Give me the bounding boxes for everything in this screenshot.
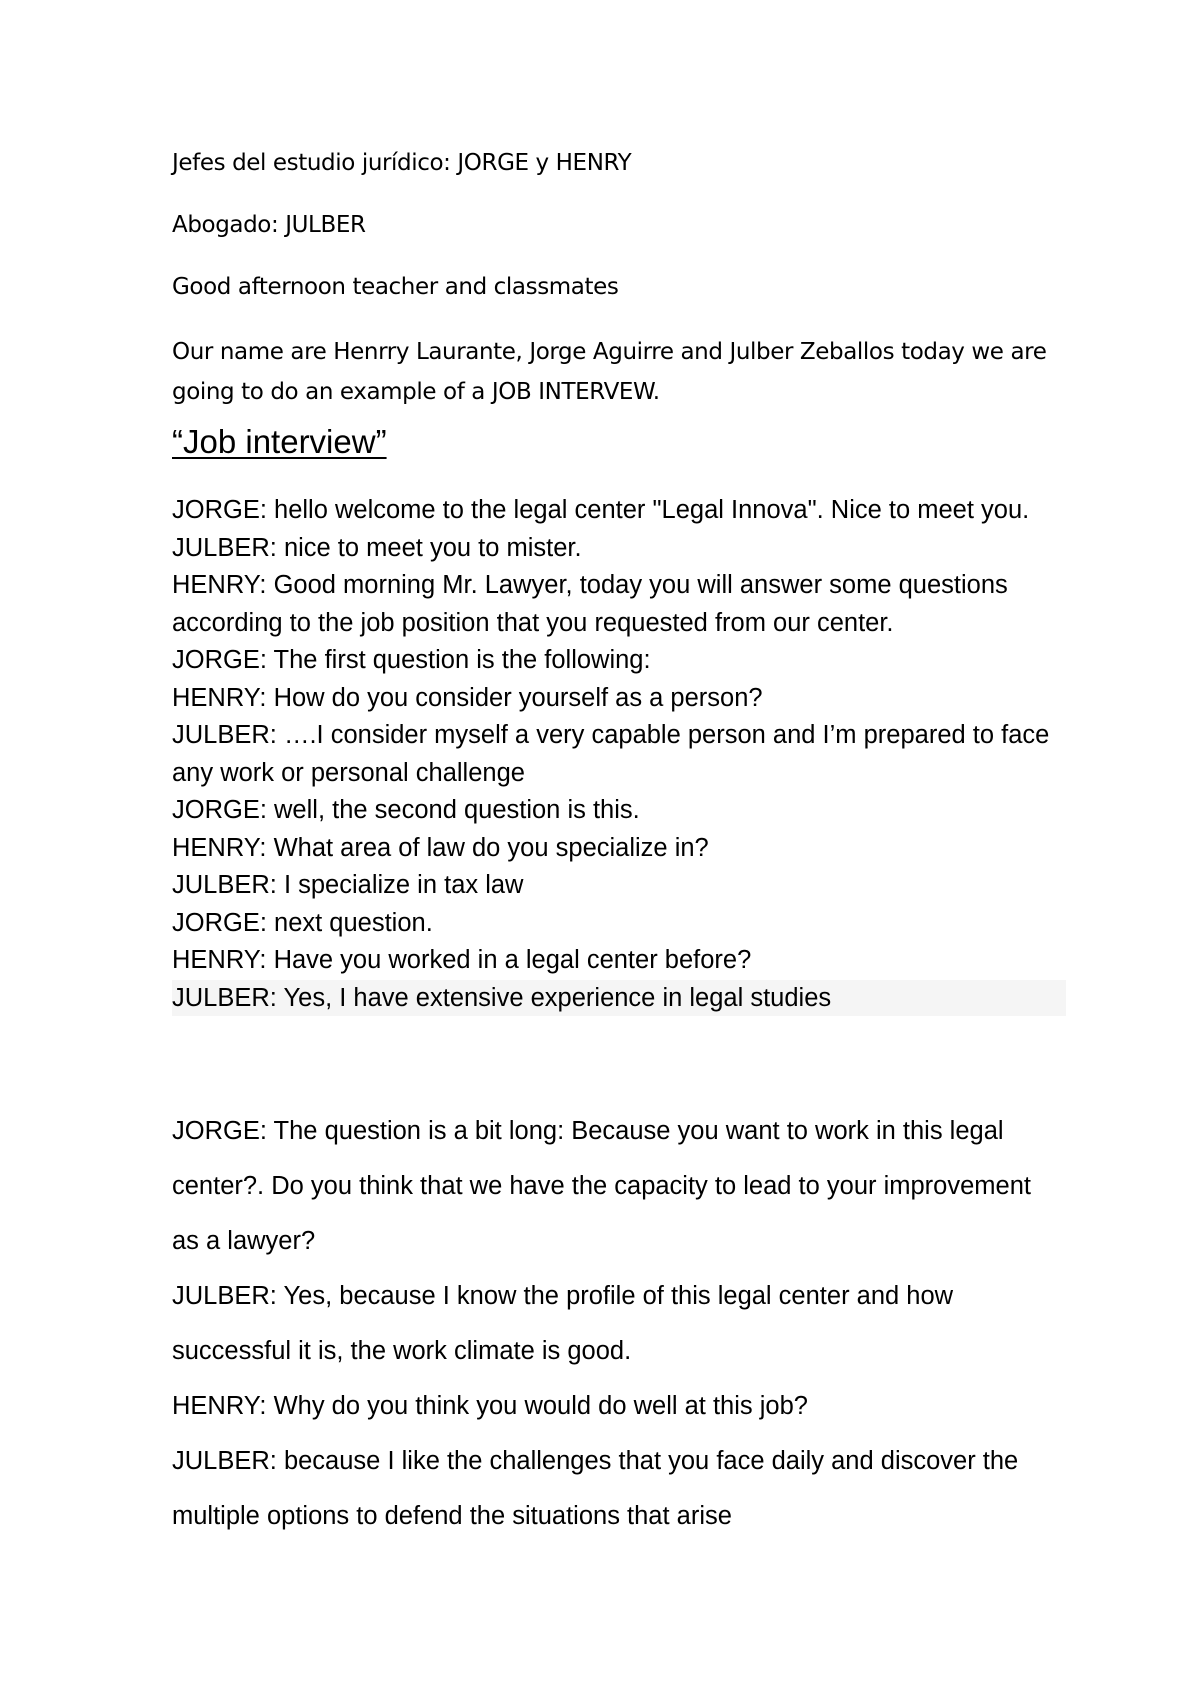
dialogue-line: HENRY: What area of law do you specialize in? <box>172 833 709 862</box>
dialogue-line: JORGE: next question. <box>172 908 433 937</box>
dialogue-line: HENRY: Why do you think you would do well at this job? <box>172 1392 808 1420</box>
dialogue-line: JULBER: I specialize in tax law <box>172 871 524 899</box>
dialogue-line: JORGE: hello welcome to the legal center "Legal Innova". Nice to meet you. <box>172 496 1030 524</box>
lawyer-line: Abogado: JULBER <box>172 212 366 238</box>
dialogue-line: JULBER: because I like the challenges that you face daily and discover the multiple options to defend the situations that arise <box>172 1447 1019 1530</box>
dialogue-line: HENRY: Have you worked in a legal center before? <box>172 946 752 974</box>
law-firm-heads-line: Jefes del estudio jurídico: JORGE y HENRY <box>172 150 632 176</box>
dialogue-line: JULBER: ….I consider myself a very capable person and I’m prepared to face any work or personal challenge <box>172 721 1050 787</box>
dialogue-line: JULBER: nice to meet you to mister. <box>172 533 582 562</box>
dialogue-line: HENRY: Good morning Mr. Lawyer, today you will answer some questions according to the job position that you requested from our center. <box>172 571 1008 637</box>
dialogue-section-continued <box>172 1104 1052 1544</box>
dialogue-line: JORGE: The question is a bit long: Because you want to work in this legal center?. Do you think that we have the capacity to lead to your improvement as a lawyer? <box>172 1117 1031 1255</box>
dialogue-line: JORGE: well, the second question is this. <box>172 796 640 824</box>
intro-section <box>172 146 1052 440</box>
dialogue-section <box>172 492 1052 1032</box>
dialogue-line: JORGE: The first question is the following: <box>172 646 651 674</box>
page-title: “Job interview” <box>172 423 387 460</box>
names-paragraph: Our name are Henrry Laurante, Jorge Aguirre and Julber Zeballos today we are going to do an example of a JOB INTERVEW. <box>172 339 1047 405</box>
greeting-line: Good afternoon teacher and classmates <box>172 274 619 300</box>
dialogue-line: JULBER: Yes, because I know the profile of this legal center and how successful it is, the work climate is good. <box>172 1282 954 1365</box>
dialogue-line: HENRY: How do you consider yourself as a person? <box>172 683 763 712</box>
dialogue-line-highlighted: JULBER: Yes, I have extensive experience in legal studies <box>172 980 1066 1016</box>
